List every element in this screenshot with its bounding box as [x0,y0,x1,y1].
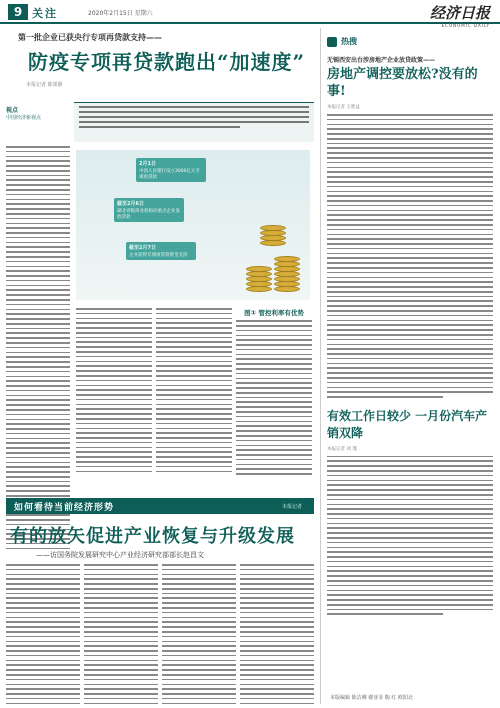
second-deck: ——访国务院发展研究中心产业经济研究部部长赵昌文 [36,551,204,559]
lead-byline: 本报记者 陈果静 [26,82,63,88]
band-tag: 本报记者 [281,504,302,510]
right-column [320,28,494,704]
band-title: 如何看待当前经济形势 [14,503,115,513]
view-tag-title: 视点 [6,107,19,114]
coin-stack-illustration [236,190,310,300]
lead-body-column-4 [236,308,312,475]
lead-kicker: 第一批企业已获央行专项再贷款支持—— [18,33,162,42]
masthead [0,0,500,28]
editor-credits: 本版编辑 陈洁琳 谢亚菲 陶 红 欧阳北 [330,695,413,701]
left-column [6,28,314,704]
issue-date: 2020年2月15日 星期六 [88,10,153,17]
flame-icon [327,37,337,47]
lead-body-column-3 [156,308,232,472]
lead-body-column-2 [76,308,152,472]
interview-column-3 [162,564,236,704]
right-headline-1: 房地产调控要放松?没有的事! [327,67,478,99]
right-kicker: 无锡西安出台涉房地产企业放贷政策—— [327,57,436,64]
lead-summary [74,102,314,142]
right-body-2 [327,456,493,615]
second-headline: 有的放矢促进产业恢复与升级发展 [10,526,295,547]
brand-chinese: 经济日报 [429,4,490,22]
timeline-note-1: 2月1日 中国人民银行设立3000亿元专项再贷款 [136,158,206,182]
view-tag [6,105,70,137]
right-byline-1: 本报记者 王胜益 [327,105,360,110]
lead-headline: 防疫专项再贷款跑出“加速度” [28,50,306,74]
page-number: 9 [8,4,28,20]
infographic [76,150,310,300]
section-band [6,498,314,514]
view-tag-subtitle: 中国经济新视点 [6,115,42,121]
interview-column-2 [84,564,158,704]
right-byline-2: 本报记者 刘 瑾 [327,446,357,452]
brand-english: ECONOMIC DAILY [441,23,490,28]
section-title: 关注 [32,7,58,20]
graphic-subtitle: 图① 管控利率有优势 [244,309,304,317]
timeline-note-2: 截至2月6日 湖北省级商业机构向重点企业发放贷款 [114,198,184,222]
interview-column-1 [6,564,80,704]
right-body-1 [327,114,493,398]
newspaper-logo [430,2,490,28]
timeline-note-3: 截至2月7日 企业获得专项再贷款资金支持 [126,242,196,260]
hot-section-label: 热搜 [341,37,357,46]
hot-section-header [327,36,494,47]
lead-body-column-1 [6,146,70,549]
right-headline-2: 有效工作日较少 一月份汽车产销双降 [327,408,488,440]
interview-column-4 [240,564,314,704]
